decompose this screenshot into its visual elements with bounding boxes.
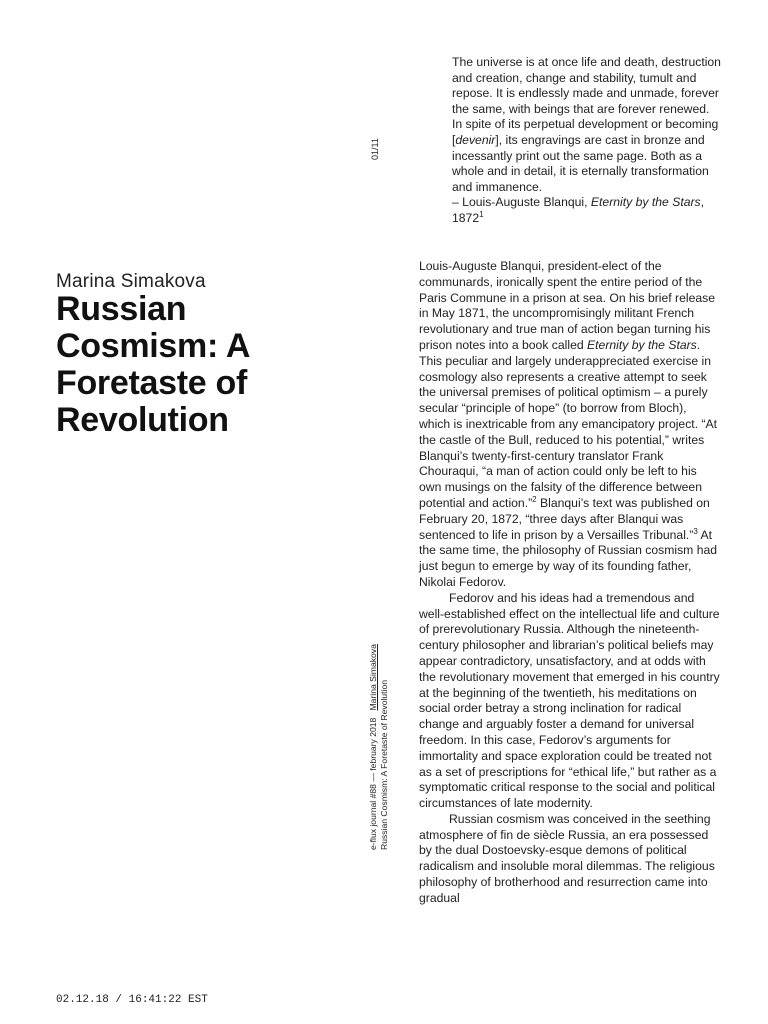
body-paragraph-3: Russian cosmism was conceived in the seething atmosphere of fin de siècle Russia, an era possessed by the dual Dostoevsky-esque demons of political radicalism and insoluble moral dilemmas. The religious philosophy of brotherhood and resurrection came into gradual [419, 811, 715, 905]
book-title: Eternity by the Stars [587, 337, 697, 352]
article-body [419, 259, 721, 907]
epigraph-italic-term: devenir [455, 132, 496, 147]
footnote-1-marker[interactable]: 1 [479, 209, 484, 219]
epigraph-work-title: Eternity by the Stars [590, 195, 701, 210]
journal-line [368, 580, 379, 850]
page-number: 01/11 [370, 138, 380, 160]
footnote-2-marker[interactable]: 2 [532, 494, 537, 504]
print-timestamp: 02.12.18 / 16:41:22 EST [56, 994, 208, 1006]
article-title-line: Russian Cosmism: A Foretaste of Revolution [379, 679, 389, 850]
body-paragraph-1: Louis-Auguste Blanqui, president-elect of the communards, ironically spent the entire period of the Paris Commune in a prison at sea. On his brief release in May 1871, the uncompromisingly militant French revolutionary and true man of action began turning his prison notes into a book called Eternity by the Stars. This peculiar and largely underappreciated exercise in cosmology also represents a creative attempt to seek the universal premises of political optimism – a purely secular “principle of hope” (to borrow from Bloch), which is inextricable from any emancipatory project. “At the castle of the Bull, reduced to his potential,” writes Blanqui’s twenty-first-century translator Frank Chouraqui, “a man of action could only be left to his own musings on the falsity of the difference between potential and action.”$^2$ Blanqui’s text was published on February 20, 1872, “three days after Blanqui was sentenced to life in prison by a Versailles Tribunal.”$^3$ At the same time, the philosophy of Russian cosmism had just begun to emerge by way of its founding father, Nikolai Fedorov. [419, 259, 718, 589]
epigraph-attribution: – Louis-Auguste Blanqui, Eternity by the Stars, 1872$^1$ [452, 195, 705, 225]
journal-issue: e-flux journal #88 — february 2018 [368, 717, 378, 850]
article-author: Marina Simakova [56, 271, 206, 292]
body-paragraph-2: Fedorov and his ideas had a tremendous and well-established effect on the intellectual life and culture of prerevolutionary Russia. Although the nineteenth-century philosopher and librarian’s political beliefs may appear contradictory, unsatisfactory, and at odds with the revolutionary movement that emerged in his country at the beginning of the twentieth, his meditations on social order betray a strong inclination for radical change and arguably foster a demand for universal freedom. In this case, Fedorov’s arguments for immortality and space exploration could be treated not as a set of prescriptions for “ethical life,” but rather as a symptomatic critical response to the social and political circumstances of late modernity. [419, 590, 720, 811]
footnote-3-marker[interactable]: 3 [693, 526, 698, 536]
epigraph-quote: The universe is at once life and death, destruction and creation, change and stability, tumult and repose. It is endlessly made and unmade, forever the same, with beings that are forever renewed. In spite of its perpetual development or becoming [devenir], its engravings are cast in bronze and incessantly print out the same page. Both as a whole and in detail, it is eternally transformation and immanence. [452, 55, 721, 194]
article-title: Russian Cosmism: A Foretaste of Revolution [56, 290, 249, 439]
author-link[interactable]: Marina Simakova [368, 644, 378, 711]
vertical-margin-meta [368, 580, 390, 850]
epigraph [452, 55, 722, 227]
